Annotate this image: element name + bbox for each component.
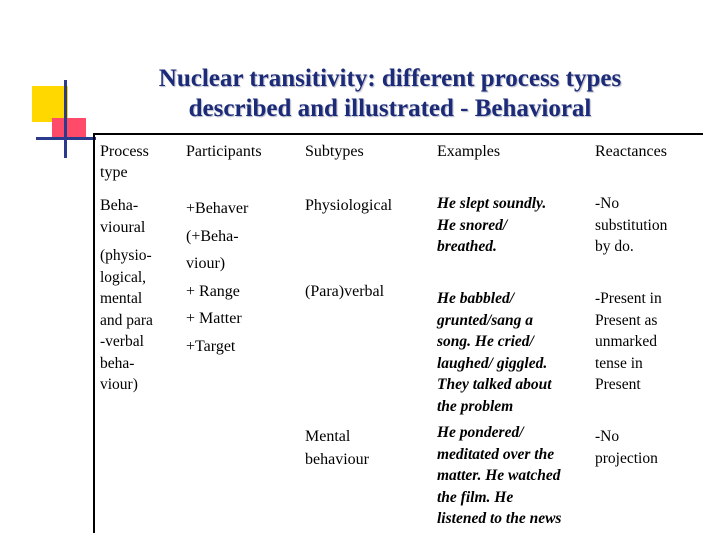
process-type-note-line: mental (100, 290, 143, 307)
reactance-line: -Present in (595, 290, 662, 307)
example-line: song. He cried/ (437, 333, 534, 350)
participant-item: +Behaver (186, 200, 249, 217)
title-line-2: described and illustrated - Behavioral (188, 95, 592, 122)
reactance-line: -No (595, 195, 620, 212)
examples-physiological (437, 193, 546, 258)
participant-item: viour) (186, 255, 226, 272)
reactance-line: tense in (595, 354, 643, 372)
participant-item: + Range (186, 282, 240, 300)
reactance-line: -No (595, 428, 620, 445)
reactance-line: by do. (595, 238, 634, 255)
logo-vertical-line (64, 80, 67, 158)
example-line: They talked about (437, 376, 552, 393)
examples-mental-behaviour (437, 422, 561, 530)
process-type-note-line: viour) (100, 376, 138, 393)
reactance-line: Present (595, 376, 641, 393)
header-participants: Participants (186, 143, 262, 160)
reactances-physiological (595, 193, 667, 258)
example-line: grunted/sang a (437, 311, 534, 329)
subtype-line: behaviour (305, 451, 369, 468)
reactances-mental-behaviour (595, 426, 658, 469)
example-line: He babbled/ (437, 290, 515, 307)
example-line: laughed/ giggled. (437, 354, 548, 372)
reactances-paraverbal (595, 288, 662, 396)
process-type-note-line: -verbal (100, 333, 144, 350)
participant-item: (+Beha- (186, 227, 239, 245)
header-examples: Examples (437, 143, 501, 160)
table-top-border (93, 133, 703, 135)
header-subtypes: Subtypes (305, 143, 364, 160)
process-type-note-line: (physio- (100, 247, 152, 264)
example-line: meditated over the (437, 445, 555, 463)
slide-title (100, 64, 680, 124)
reactance-line: substitution (595, 216, 668, 234)
process-type-note-line: beha- (100, 354, 135, 372)
participants-list (186, 195, 248, 360)
example-line: He pondered/ (437, 424, 524, 441)
example-line: He slept soundly. (437, 195, 547, 212)
logo-horizontal-line (36, 137, 96, 140)
participant-item: + Matter (186, 310, 242, 327)
reactance-line: Present as (595, 311, 658, 329)
process-type-name-line: vioural (100, 219, 146, 236)
subtype-physiological: Physiological (305, 197, 393, 214)
example-line: the problem (437, 397, 514, 415)
process-type-name (100, 195, 145, 239)
process-type-note-line: and para (100, 311, 153, 329)
table-left-border (93, 133, 95, 533)
process-type-note (100, 245, 153, 396)
header-process-type-line: type (100, 164, 128, 181)
example-line: breathed. (437, 238, 497, 255)
title-line-1: Nuclear transitivity: different process types (158, 65, 622, 92)
reactance-line: projection (595, 449, 658, 467)
example-line: the film. He (437, 488, 514, 506)
header-reactances: Reactances (595, 143, 667, 160)
subtype-mental-behaviour (305, 425, 369, 471)
logo-yellow-square (32, 86, 68, 122)
example-line: He snored/ (437, 216, 508, 234)
process-type-name-line: Beha- (100, 197, 139, 214)
reactance-line: unmarked (595, 333, 657, 350)
subtype-paraverbal: (Para)verbal (305, 283, 385, 300)
header-process-type (100, 141, 149, 183)
example-line: matter. He watched (437, 467, 561, 484)
examples-paraverbal (437, 288, 552, 417)
header-process-type-line: Process (100, 143, 149, 160)
participant-item: +Target (186, 337, 236, 355)
subtype-line: Mental (305, 428, 351, 445)
process-type-note-line: logical, (100, 268, 147, 286)
example-line: listened to the news (437, 510, 562, 527)
